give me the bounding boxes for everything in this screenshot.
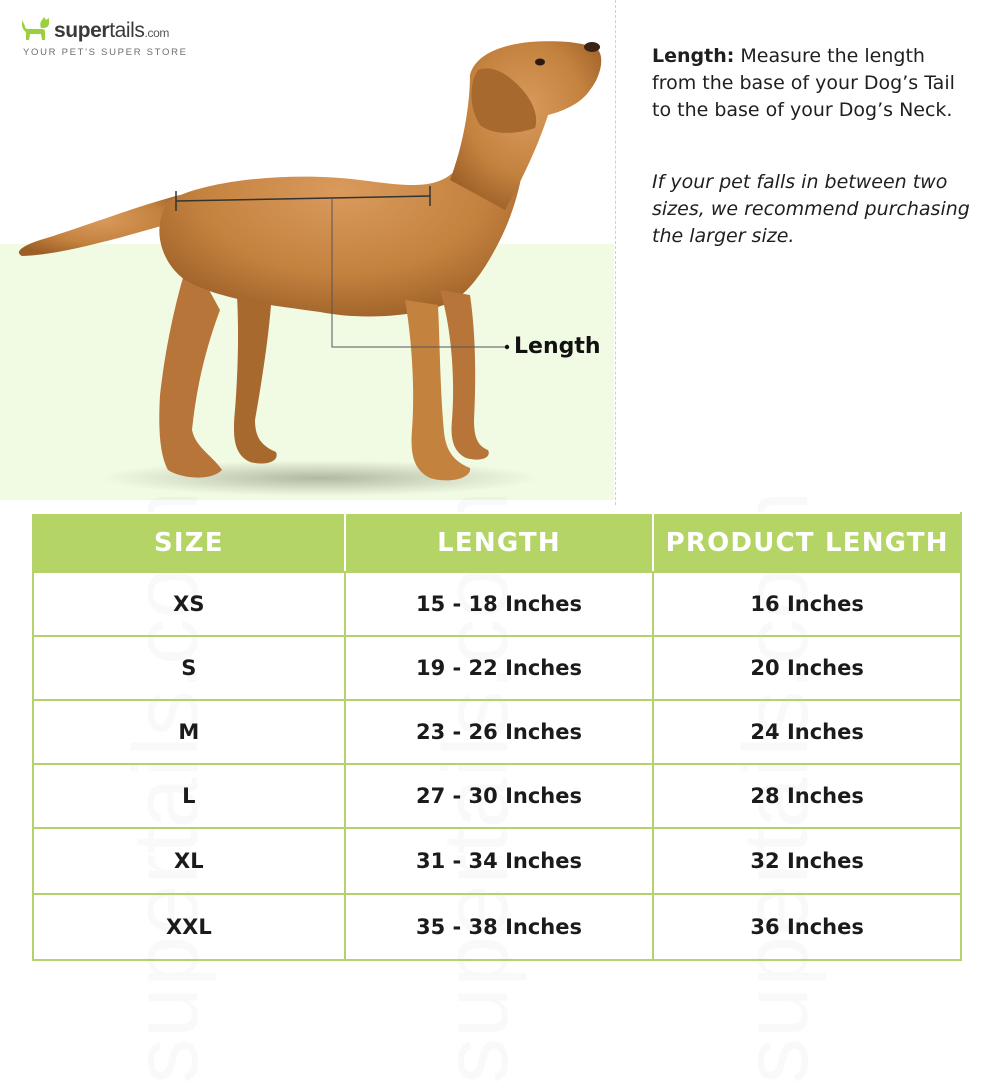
logo-tagline: YOUR PET'S SUPER STORE [23,47,188,58]
length-definition [652,43,972,124]
table-row [33,828,961,894]
definition-text: Measure the length from the base of your Dog’s Tail to the base of your Dog’s Neck. [652,45,955,121]
table-row [33,894,961,960]
length-callout-label: Length [514,334,601,359]
definition-term: Length: [652,45,735,67]
logo-wordmark [54,20,169,44]
sizing-note: If your pet falls in between two sizes, we recommend purchasing the larger size. [652,171,970,247]
cell-size: XL [33,828,345,894]
dog-illustration [0,0,614,500]
cell-size: XS [33,572,345,636]
cell-product-length: 36 Inches [653,894,961,960]
cell-size: XXL [33,894,345,960]
table-row [33,764,961,828]
logo-word-light: tails [109,19,145,42]
cell-product-length: 16 Inches [653,572,961,636]
dog-image [0,0,614,500]
cell-product-length: 24 Inches [653,700,961,764]
cell-product-length: 28 Inches [653,764,961,828]
table-header-row [33,513,961,572]
table-row [33,572,961,636]
cell-size: L [33,764,345,828]
cell-size: M [33,700,345,764]
table-row [33,636,961,700]
table-row [33,700,961,764]
size-chart-table [32,512,962,961]
header-size: SIZE [33,513,345,572]
cell-product-length: 32 Inches [653,828,961,894]
logo-word-bold: super [54,19,110,42]
section-divider [615,0,616,505]
logo-domain: .com [144,26,169,40]
cell-length: 31 - 34 Inches [345,828,654,894]
cell-product-length: 20 Inches [653,636,961,700]
measurement-info [652,43,972,250]
dog-logo-icon [20,14,52,44]
cell-length: 27 - 30 Inches [345,764,654,828]
header-product-length: PRODUCT LENGTH [653,513,961,572]
cell-length: 15 - 18 Inches [345,572,654,636]
header-length: LENGTH [345,513,654,572]
cell-length: 23 - 26 Inches [345,700,654,764]
cell-size: S [33,636,345,700]
cell-length: 35 - 38 Inches [345,894,654,960]
brand-logo [20,14,188,58]
cell-length: 19 - 22 Inches [345,636,654,700]
